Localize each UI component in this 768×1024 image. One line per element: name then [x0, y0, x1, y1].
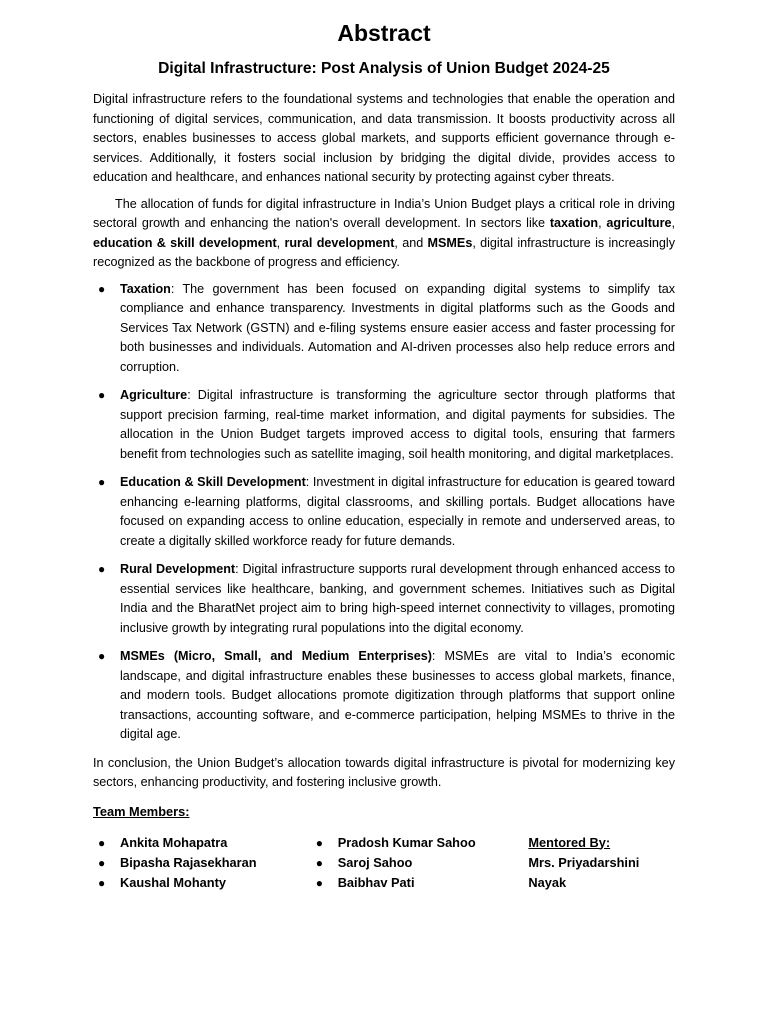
topic-text: : Investment in digital infrastructure for education is geared toward enhancing e-learning platforms, digital classrooms, and skilling portals. Budget allocations have focused on expanding access to online education, especially in remote and underserved areas, to create a digitally skilled workforce ready for future demands. — [120, 475, 675, 548]
bullet-icon: ● — [98, 875, 106, 890]
team-member — [311, 873, 529, 893]
sector-rural: rural development — [284, 235, 395, 250]
topic-text: : MSMEs are vital to India’s economic landscape, and digital infrastructure enables these businesses to access global markets, finance, and modern tools. Budget allocations promote digitization through platforms that support online transactions, accounting software, and e-commerce participation, helping MSMEs to thrive in the digital age. — [120, 649, 675, 741]
topic-text: : Digital infrastructure is transforming the agriculture sector through platforms that support precision farming, real-time market information, and digital payments for subsidies. The allocation in the Union Budget targets improved access to digital tools, ensuring that farmers benefit from technologies such as satellite imaging, soil health monitoring, and digital marketplaces. — [120, 388, 675, 461]
mentor-name: Mrs. Priyadarshini Nayak — [528, 854, 640, 890]
list-item — [93, 647, 675, 745]
list-item — [93, 473, 675, 551]
separator: , — [276, 235, 285, 250]
team-member — [93, 873, 311, 893]
team-heading: Team Members: — [93, 803, 190, 819]
allocation-text-part2: , digital infrastructure is increasingly recognized as the backbone of progress and efficiency. — [93, 235, 675, 269]
team-member-name: Kaushal Mohanty — [120, 874, 226, 890]
team-column-1 — [93, 833, 311, 893]
list-item — [93, 386, 675, 464]
document-subtitle: Digital Infrastructure: Post Analysis of Union Budget 2024-25 — [158, 60, 610, 77]
bullet-icon: ● — [98, 649, 106, 663]
team-column-2 — [311, 833, 529, 893]
bullet-icon: ● — [98, 388, 106, 402]
team-member — [311, 833, 529, 853]
topic-text: : The government has been focused on expanding digital systems to simplify tax compliance and enhance transparency. Investments in digital platforms such as the Goods and Services Tax Network (GSTN) and e-filing systems ensure easier access and faster processing for both businesses and individuals. Automation and AI-driven processes also help reduce errors and corruption. — [120, 281, 675, 374]
list-item — [93, 280, 675, 378]
bullet-icon: ● — [98, 855, 106, 870]
sector-topic-list — [93, 280, 675, 745]
sector-education: education & skill development — [93, 235, 277, 250]
team-member-name: Baibhav Pati — [337, 874, 415, 890]
mentor-heading: Mentored By: — [528, 834, 611, 850]
team-member — [311, 853, 529, 873]
separator: , — [671, 216, 675, 230]
conclusion-paragraph: In conclusion, the Union Budget’s allocation towards digital infrastructure is pivotal for modernizing key sectors, enhancing productivity, and fostering inclusive growth. — [93, 755, 675, 789]
team-member-name: Ankita Mohapatra — [120, 834, 228, 850]
topic-heading: MSMEs (Micro, Small, and Medium Enterprises) — [120, 649, 432, 663]
topic-heading: Education & Skill Development — [120, 475, 306, 489]
intro-paragraph: Digital infrastructure refers to the foundational systems and technologies that enable the operation and functioning of digital services, communication, and data transmission. It boosts productivity across all sectors, enables businesses to access global markets, and supports efficient governance through e-services. Additionally, it fosters social inclusion by bridging the digital divide, provides access to education and healthcare, and enhances national security by protecting against cyber threats. — [93, 92, 675, 184]
page-title: Abstract — [337, 20, 431, 46]
team-member-name: Pradosh Kumar Sahoo — [337, 834, 476, 850]
team-member — [93, 833, 311, 853]
team-member-name: Saroj Sahoo — [337, 854, 413, 870]
bullet-icon: ● — [98, 281, 106, 296]
bullet-icon: ● — [315, 875, 323, 890]
team-member — [93, 853, 311, 873]
bullet-icon: ● — [98, 475, 106, 489]
bullet-icon: ● — [315, 835, 323, 850]
bullet-icon: ● — [315, 855, 323, 870]
team-member-name: Bipasha Rajasekharan — [120, 854, 257, 870]
team-section — [93, 833, 675, 893]
mentor-section — [528, 833, 675, 893]
topic-heading: Rural Development — [120, 562, 236, 576]
allocation-text-part1: The allocation of funds for digital infrastructure in India’s Union Budget plays a critical role in driving sectoral growth and enhancing the nation's overall development. In sectors like — [93, 196, 675, 230]
separator: , — [598, 216, 607, 230]
sector-taxation: taxation — [549, 216, 599, 230]
list-item — [93, 560, 675, 638]
topic-heading: Agriculture — [120, 388, 188, 402]
separator: , and — [394, 235, 428, 250]
bullet-icon: ● — [98, 562, 106, 576]
bullet-icon: ● — [98, 835, 106, 850]
sector-msmes: MSMEs — [427, 235, 473, 250]
topic-text: : Digital infrastructure supports rural development through enhanced access to essential services like healthcare, banking, and government schemes. Initiatives such as Digital India and the BharatNet project aim to bring high-speed internet connectivity to villages, promoting inclusive growth by integrating rural populations into the digital economy. — [120, 562, 675, 635]
topic-heading: Taxation — [120, 281, 171, 296]
sector-agriculture: agriculture — [606, 216, 672, 230]
allocation-paragraph — [93, 195, 675, 273]
